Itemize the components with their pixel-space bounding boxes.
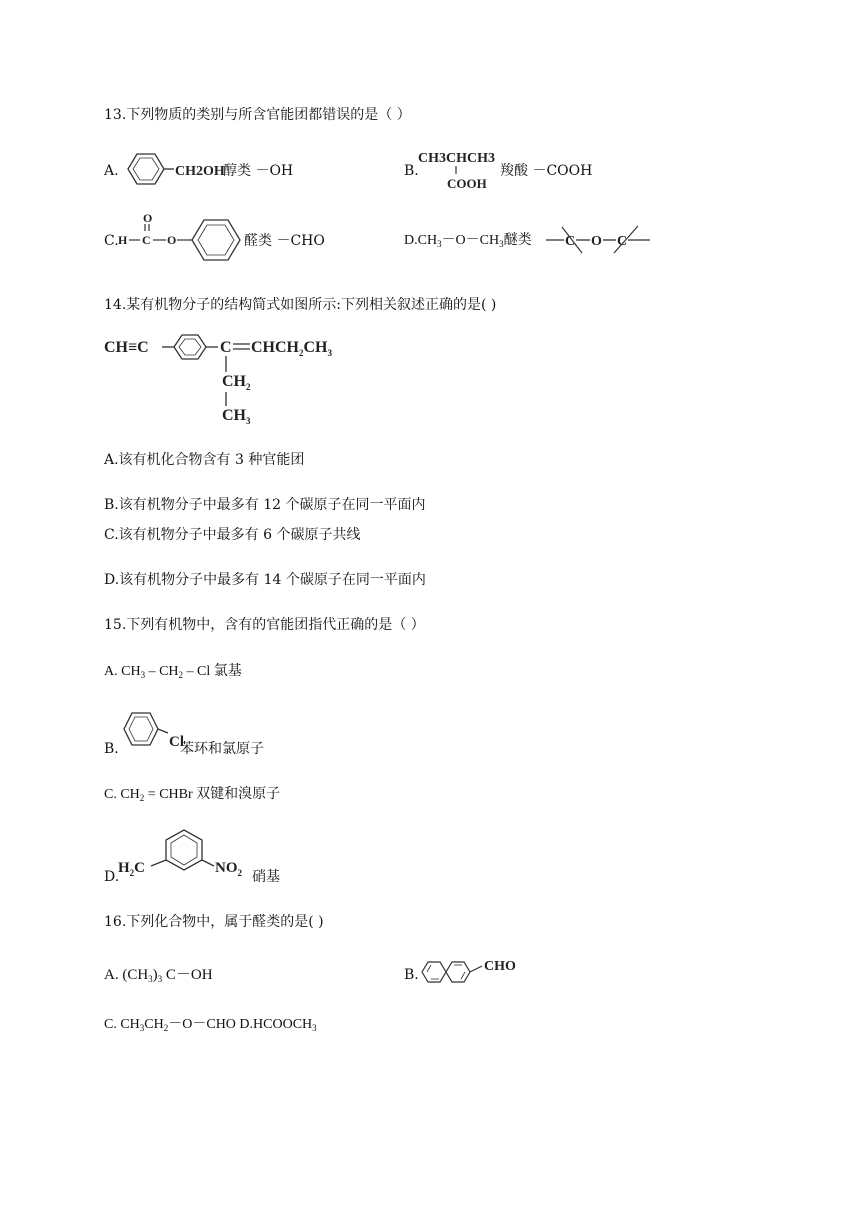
q16-stem: 16.下列化合物中，属于醛类的是( ): [104, 914, 324, 930]
q15-b-cl-atom: Cl: [169, 734, 184, 750]
q13-option-c-text: 醛类 －CHO: [244, 233, 325, 249]
q15-option-b-text: 苯环和氯原子: [180, 741, 264, 757]
q13-option-c-label: C.: [104, 233, 119, 249]
q13-a-benzyl-alcohol-structure: [118, 148, 228, 192]
q15-d-no2-text: $NO_2$: [215, 860, 242, 878]
q14-option-b: B.该有机物分子中最多有 12 个碳原子在同一平面内: [104, 497, 426, 513]
q15-option-b-label: B.: [104, 741, 119, 757]
q14-right-chain: $CHCH_2CH_3$: [251, 339, 332, 358]
q14-c-text: C: [220, 339, 232, 356]
q15-stem: 15.下列有机物中，含有的官能团指代正确的是（ ）: [104, 617, 425, 633]
q14-option-a: A.该有机化合物含有 3 种官能团: [104, 452, 305, 468]
q14-ch2-text: $CH_2$: [222, 373, 251, 392]
q13-c-ester-o: O: [167, 233, 177, 247]
q13-c-h-atom: H: [118, 233, 128, 247]
q13-d-c2-atom: C: [617, 234, 628, 249]
q15-option-d-label: D.: [104, 869, 120, 885]
q15-option-d-text: 硝基: [252, 869, 280, 885]
q14-ch3-text: $CH_3$: [222, 407, 251, 426]
q13-option-d-formula: $D.CH_3-O-CH_3$醚类: [404, 233, 532, 249]
q14-structure: [104, 330, 364, 430]
q13-d-ether-structure: [546, 222, 656, 262]
q13-c-c-atom: C: [142, 233, 151, 247]
q13-b-isobutyric-structure: [418, 146, 508, 196]
q16-b-cho-text: CHO: [484, 959, 516, 974]
q14-option-d: D.该有机物分子中最多有 14 个碳原子在同一平面内: [104, 572, 426, 588]
q15-d-h2c-text: $H_2C$: [118, 860, 146, 878]
q13-option-b-text: 羧酸 －COOH: [500, 163, 593, 179]
q13-c-phenyl-formate-structure: [118, 212, 253, 272]
q14-stem: 14.某有机物分子的结构简式如图所示:下列相关叙述正确的是( ): [104, 297, 497, 313]
q13-b-top-text: CH3CHCH3: [418, 151, 495, 166]
q13-d-o-atom: O: [591, 234, 602, 249]
q14-option-c: C.该有机物分子中最多有 6 个碳原子共线: [104, 527, 361, 543]
q16-option-a: A. $(CH_3)_3$ C－OH: [104, 967, 213, 984]
q13-option-a-text: 醇类 －OH: [223, 163, 294, 179]
q13-c-carbonyl-o: O: [143, 211, 153, 225]
q13-a-ch2oh-text: CH2OH: [175, 164, 225, 179]
q15-option-a: A. $CH_3 - CH_2$ – Cl 氯基: [104, 664, 242, 680]
q16-option-b-label: B.: [404, 967, 419, 983]
q16-b-naphthaldehyde-structure: [418, 952, 528, 992]
q13-option-b-label: B.: [404, 163, 419, 179]
q13-stem: 13.下列物质的类别与所含官能团都错误的是（ ）: [104, 107, 411, 123]
q15-option-c: C. $CH_2$ = CHBr 双键和溴原子: [104, 787, 281, 803]
q14-alkyne-text: CH≡C: [104, 339, 149, 356]
q13-option-a-label: A.: [104, 163, 119, 179]
q13-d-c1-atom: C: [565, 234, 576, 249]
q13-b-cooh-text: COOH: [447, 176, 487, 191]
q16-option-c-d: C. $CH_3CH_2-O-CHO$ $D.HCOOCH_3$: [104, 1017, 317, 1033]
